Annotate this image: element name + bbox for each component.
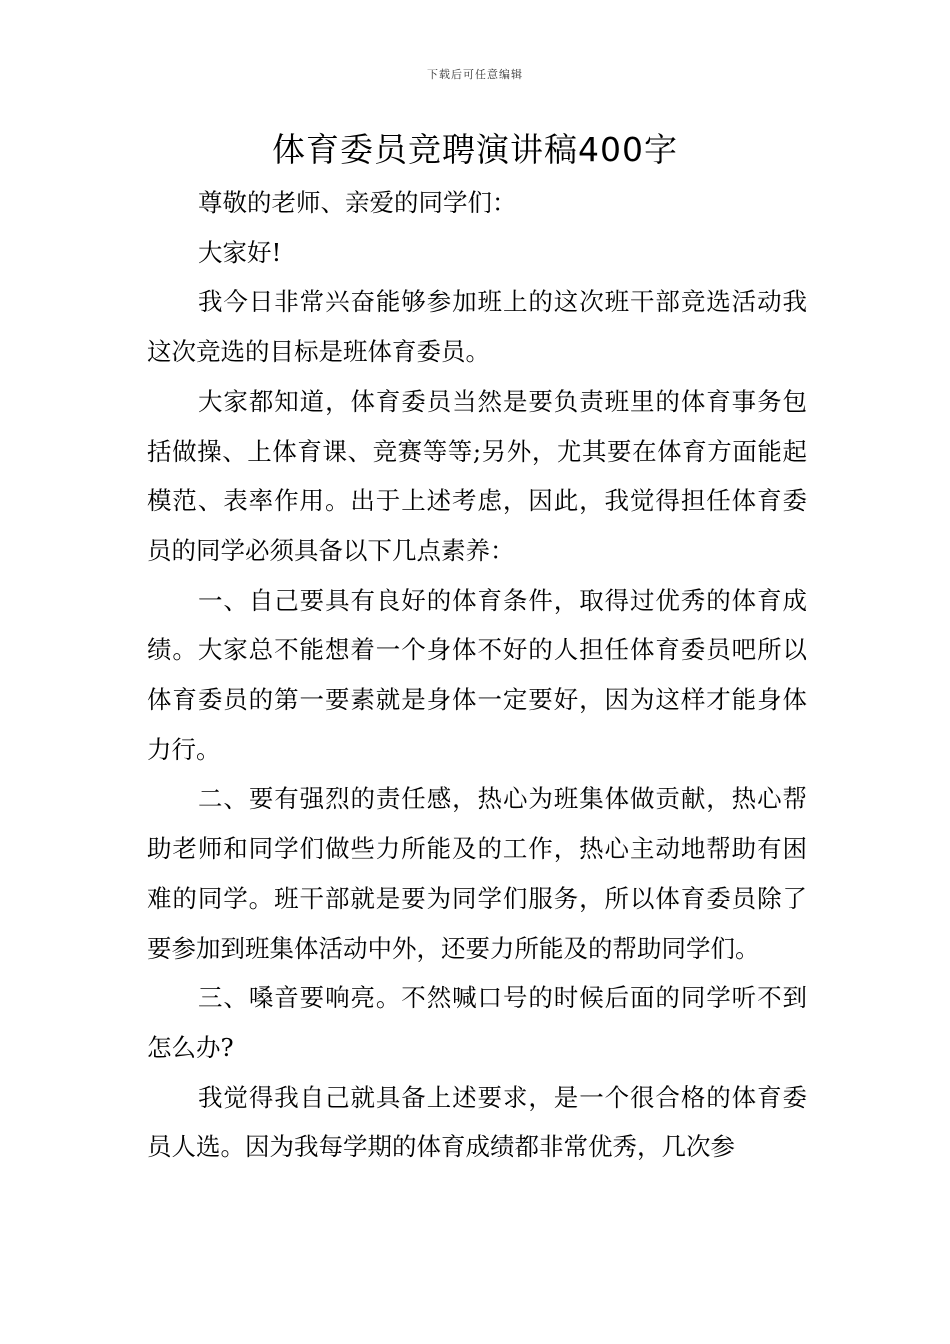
paragraph: 我觉得我自己就具备上述要求，是一个很合格的体育委员人选。因为我每学期的体育成绩都非常优秀，几次参: [147, 1082, 807, 1162]
page-header-note: 下载后可任意编辑: [427, 68, 523, 81]
document-body: [147, 178, 807, 1172]
paragraph: 我今日非常兴奋能够参加班上的这次班干部竞选活动我这次竞选的目标是班体育委员。: [147, 287, 807, 367]
paragraph: 三、嗓音要响亮。不然喊口号的时候后面的同学听不到怎么办?: [147, 983, 807, 1062]
paragraph-salutation: 尊敬的老师、亲爱的同学们：: [198, 188, 517, 217]
paragraph: 一、自己要具有良好的体育条件，取得过优秀的体育成绩。大家总不能想着一个身体不好的人担任体育委员吧所以体育委员的第一要素就是身体一定要好，因为这样才能身体力行。: [147, 585, 807, 764]
paragraph: 大家都知道，体育委员当然是要负责班里的体育事务包括做操、上体育课、竞赛等等;另外，尤其要在体育方面能起模范、表率作用。出于上述考虑，因此，我觉得担任体育委员的同学必须具备以下几点素养：: [147, 386, 807, 565]
paragraph: 二、要有强烈的责任感，热心为班集体做贡献，热心帮助老师和同学们做些力所能及的工作，热心主动地帮助有困难的同学。班干部就是要为同学们服务，所以体育委员除了要参加到班集体活动中外，还要力所能及的帮助同学们。: [147, 784, 807, 963]
document-title: 体育委员竞聘演讲稿400字: [272, 130, 678, 169]
paragraph-greeting: 大家好!: [198, 237, 282, 267]
